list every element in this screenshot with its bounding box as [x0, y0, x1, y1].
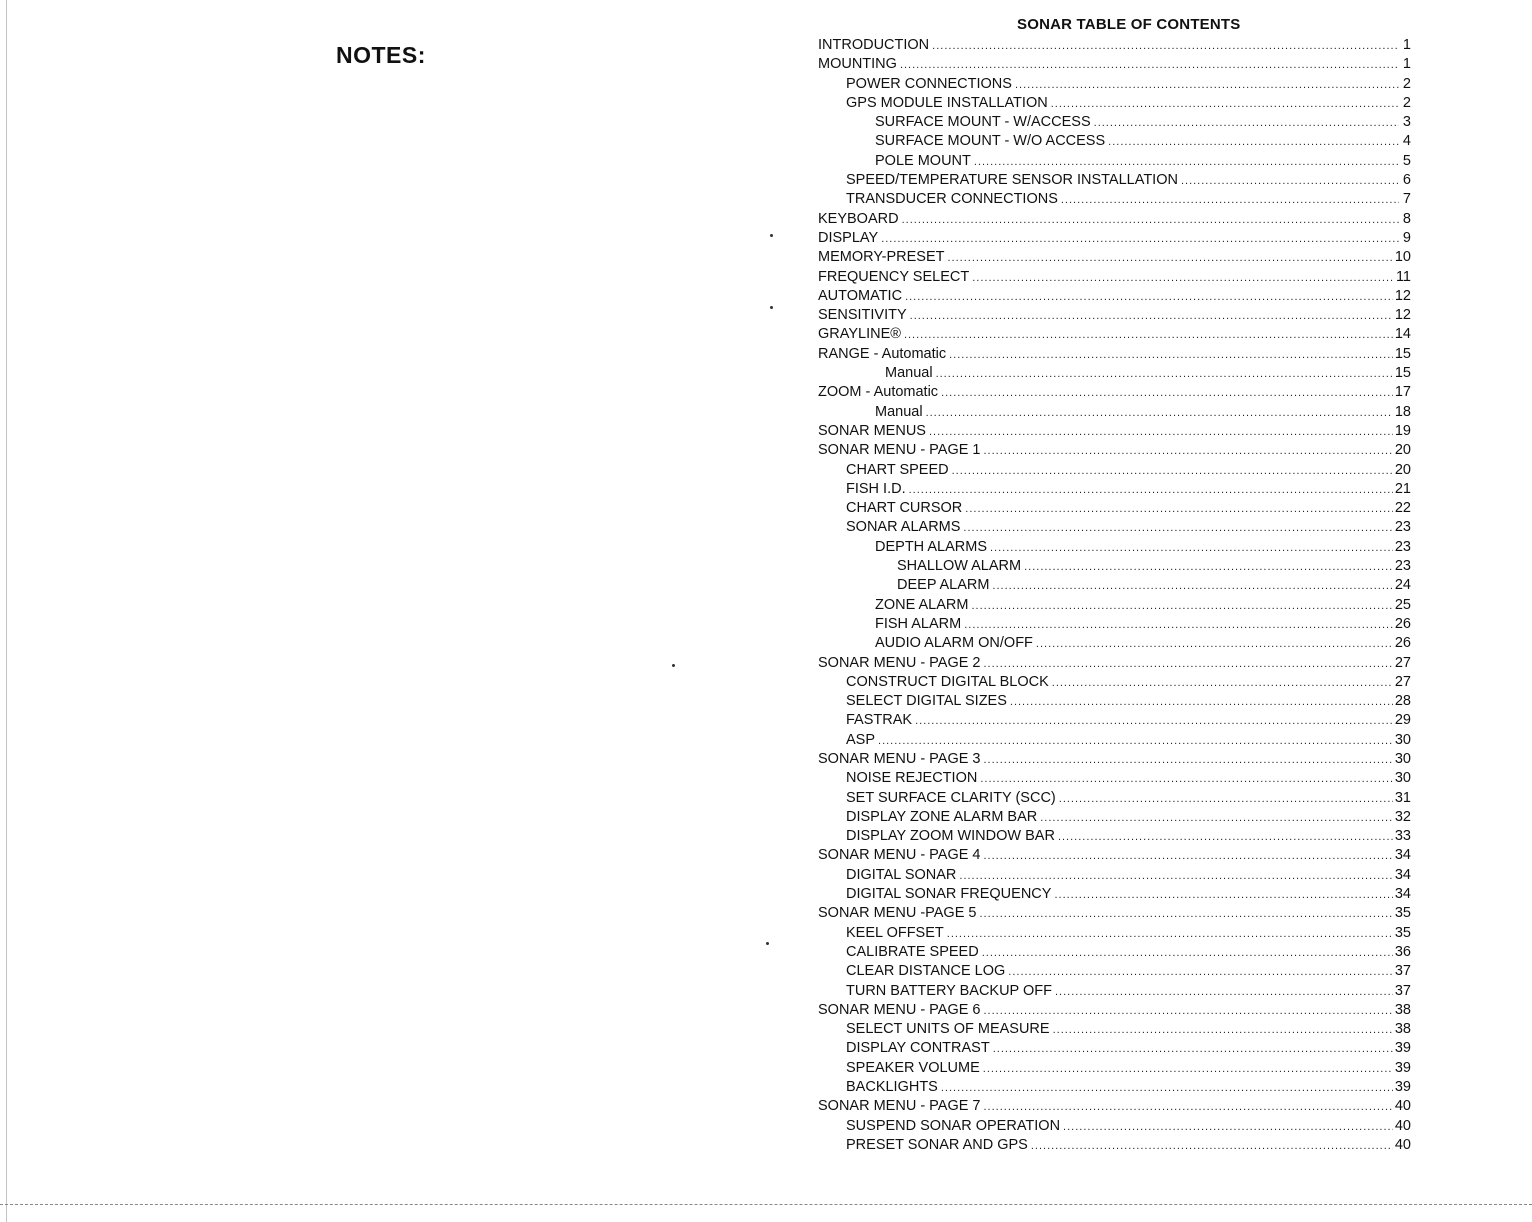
toc-entry-page: 40	[1394, 1136, 1411, 1153]
toc-leader-dots	[1040, 809, 1393, 827]
toc-entry-label: NOISE REJECTION	[846, 770, 978, 787]
toc-entry	[818, 480, 1411, 499]
toc-entry	[818, 692, 1411, 711]
toc-entry-page: 20	[1394, 442, 1411, 459]
toc-leader-dots	[1058, 828, 1393, 846]
toc-entry-page: 38	[1394, 1001, 1411, 1018]
toc-entry	[818, 654, 1411, 673]
toc-entry	[818, 924, 1411, 943]
toc-entry-label: FISH ALARM	[875, 615, 962, 632]
toc-leader-dots	[1051, 95, 1399, 113]
toc-entry-label: Manual	[875, 403, 923, 420]
toc-entry-label: FASTRAK	[846, 712, 913, 729]
toc-leader-dots	[982, 944, 1393, 962]
toc-entry	[818, 1020, 1411, 1039]
toc-entry	[818, 1097, 1411, 1116]
toc-entry-page: 26	[1394, 615, 1411, 632]
toc-leader-dots	[983, 1098, 1392, 1116]
toc-entry-page: 38	[1394, 1021, 1411, 1038]
scan-speck	[770, 306, 773, 309]
toc-entry-label: MEMORY-PRESET	[818, 249, 945, 266]
toc-entry-page: 15	[1394, 345, 1411, 362]
toc-entry	[818, 827, 1411, 846]
left-edge-scan-line	[6, 0, 7, 1222]
toc-entry-label: FREQUENCY SELECT	[818, 268, 970, 285]
toc-entry-label: CONSTRUCT DIGITAL BLOCK	[846, 673, 1049, 690]
toc-entry	[818, 615, 1411, 634]
toc-entry	[818, 364, 1411, 383]
scan-speck	[770, 234, 773, 237]
toc-entry	[818, 808, 1411, 827]
toc-entry-label: DEEP ALARM	[897, 577, 990, 594]
toc-leader-dots	[1053, 1021, 1393, 1039]
toc-entry-page: 9	[1402, 229, 1411, 246]
toc-entry-label: GRAYLINE®	[818, 326, 901, 343]
toc-leader-dots	[941, 384, 1393, 402]
toc-entry-label: SONAR MENUS	[818, 422, 926, 439]
toc-leader-dots	[915, 712, 1393, 730]
toc-entry	[818, 210, 1411, 229]
toc-entry	[818, 248, 1411, 267]
notes-title: NOTES:	[336, 42, 426, 68]
toc-entry-page: 8	[1402, 210, 1411, 227]
toc-entry-label: CHART CURSOR	[846, 500, 963, 517]
toc-entry-label: KEYBOARD	[818, 210, 899, 227]
toc-entry	[818, 1136, 1411, 1155]
toc-entry	[818, 518, 1411, 537]
toc-entry-label: KEEL OFFSET	[846, 924, 944, 941]
toc-leader-dots	[909, 481, 1393, 499]
toc-entry-page: 25	[1394, 596, 1411, 613]
toc-entry	[818, 75, 1411, 94]
toc-entry	[818, 152, 1411, 171]
toc-leader-dots	[983, 442, 1392, 460]
toc-leader-dots	[983, 1002, 1392, 1020]
toc-entry-page: 1	[1402, 56, 1411, 73]
toc-entry	[818, 461, 1411, 480]
toc-entry-page: 37	[1394, 982, 1411, 999]
toc-entry-page: 29	[1394, 712, 1411, 729]
toc-entry-label: SELECT UNITS OF MEASURE	[846, 1021, 1050, 1038]
toc-leader-dots	[910, 307, 1393, 325]
toc-entry-label: DEPTH ALARMS	[875, 538, 987, 555]
toc-entry-page: 24	[1394, 577, 1411, 594]
toc-leader-dots	[1055, 983, 1393, 1001]
toc-entry-page: 36	[1394, 943, 1411, 960]
toc-leader-dots	[959, 867, 1392, 885]
toc-entry	[818, 345, 1411, 364]
toc-leader-dots	[929, 423, 1393, 441]
toc-entry	[818, 557, 1411, 576]
toc-entry-page: 15	[1394, 365, 1411, 382]
toc-entry-page: 39	[1394, 1079, 1411, 1096]
page-bottom-scan-line	[0, 1204, 1532, 1205]
toc-entry	[818, 268, 1411, 287]
toc-entry-page: 30	[1394, 750, 1411, 767]
toc-leader-dots	[983, 847, 1392, 865]
toc-entry-label: SET SURFACE CLARITY (SCC)	[846, 789, 1056, 806]
toc-leader-dots	[992, 577, 1392, 595]
toc-list	[818, 36, 1411, 1155]
toc-entry-page: 18	[1394, 403, 1411, 420]
toc-entry	[818, 94, 1411, 113]
toc-entry	[818, 132, 1411, 151]
toc-leader-dots	[905, 288, 1393, 306]
toc-leader-dots	[881, 230, 1399, 248]
toc-entry	[818, 962, 1411, 981]
toc-entry	[818, 171, 1411, 190]
toc-entry	[818, 383, 1411, 402]
toc-entry-page: 21	[1394, 480, 1411, 497]
toc-entry-label: SELECT DIGITAL SIZES	[846, 693, 1007, 710]
toc-entry	[818, 576, 1411, 595]
toc-entry-page: 5	[1402, 152, 1411, 169]
toc-entry-page: 34	[1394, 886, 1411, 903]
toc-leader-dots	[964, 616, 1393, 634]
scan-speck	[766, 942, 769, 945]
toc-leader-dots	[900, 56, 1399, 74]
toc-entry-page: 7	[1402, 191, 1411, 208]
toc-entry-page: 26	[1394, 635, 1411, 652]
toc-leader-dots	[963, 519, 1392, 537]
toc-entry	[818, 943, 1411, 962]
toc-entry-label: SURFACE MOUNT - W/O ACCESS	[875, 133, 1106, 150]
toc-entry	[818, 731, 1411, 750]
toc-entry-page: 20	[1394, 461, 1411, 478]
toc-entry	[818, 1001, 1411, 1020]
toc-entry-label: SONAR MENU -PAGE 5	[818, 905, 977, 922]
toc-entry	[818, 113, 1411, 132]
toc-entry-page: 10	[1394, 249, 1411, 266]
toc-leader-dots	[926, 404, 1393, 422]
toc-entry	[818, 982, 1411, 1001]
toc-entry-label: SONAR MENU - PAGE 2	[818, 654, 981, 671]
toc-entry-label: SPEED/TEMPERATURE SENSOR INSTALLATION	[846, 172, 1178, 189]
toc-entry-page: 33	[1394, 828, 1411, 845]
toc-leader-dots	[993, 1040, 1393, 1058]
toc-entry	[818, 769, 1411, 788]
toc-leader-dots	[932, 37, 1399, 55]
toc-leader-dots	[1031, 1137, 1393, 1155]
toc-entry	[818, 422, 1411, 441]
toc-entry	[818, 499, 1411, 518]
toc-entry	[818, 229, 1411, 248]
toc-entry	[818, 287, 1411, 306]
toc-entry	[818, 36, 1411, 55]
toc-leader-dots	[1061, 191, 1399, 209]
toc-entry-page: 2	[1402, 94, 1411, 111]
toc-entry	[818, 711, 1411, 730]
toc-entry	[818, 538, 1411, 557]
toc-entry-label: TURN BATTERY BACKUP OFF	[846, 982, 1052, 999]
toc-entry	[818, 904, 1411, 923]
toc-entry-page: 32	[1394, 808, 1411, 825]
toc-entry-label: POWER CONNECTIONS	[846, 75, 1012, 92]
toc-entry-label: SUSPEND SONAR OPERATION	[846, 1117, 1061, 1134]
toc-entry	[818, 1117, 1411, 1136]
toc-leader-dots	[1010, 693, 1393, 711]
toc-leader-dots	[904, 326, 1393, 344]
toc-entry-page: 19	[1394, 422, 1411, 439]
toc-entry-page: 28	[1394, 693, 1411, 710]
toc-leader-dots	[1054, 886, 1392, 904]
toc-entry-label: BACKLIGHTS	[846, 1079, 938, 1096]
toc-title: SONAR TABLE OF CONTENTS	[1017, 16, 1241, 33]
toc-entry-label: ZOOM - Automatic	[818, 384, 939, 401]
toc-leader-dots	[948, 249, 1393, 267]
toc-entry-label: CLEAR DISTANCE LOG	[846, 963, 1006, 980]
toc-entry-page: 30	[1394, 731, 1411, 748]
toc-entry-page: 40	[1394, 1117, 1411, 1134]
toc-entry-label: AUTOMATIC	[818, 287, 903, 304]
toc-entry-page: 39	[1394, 1059, 1411, 1076]
toc-entry-page: 17	[1394, 384, 1411, 401]
toc-leader-dots	[983, 1060, 1393, 1078]
toc-leader-dots	[1052, 674, 1393, 692]
toc-entry-label: SURFACE MOUNT - W/ACCESS	[875, 114, 1091, 131]
toc-entry-label: RANGE - Automatic	[818, 345, 947, 362]
toc-entry	[818, 789, 1411, 808]
toc-entry-page: 27	[1394, 673, 1411, 690]
toc-entry-label: CHART SPEED	[846, 461, 949, 478]
toc-leader-dots	[949, 346, 1393, 364]
toc-entry-label: PRESET SONAR AND GPS	[846, 1136, 1028, 1153]
toc-entry	[818, 190, 1411, 209]
toc-entry-page: 27	[1394, 654, 1411, 671]
toc-entry-page: 39	[1394, 1040, 1411, 1057]
toc-leader-dots	[952, 462, 1393, 480]
toc-entry-label: DIGITAL SONAR	[846, 866, 957, 883]
toc-entry	[818, 325, 1411, 344]
toc-entry-label: DISPLAY ZOOM WINDOW BAR	[846, 828, 1055, 845]
toc-entry-page: 2	[1402, 75, 1411, 92]
toc-entry-label: DISPLAY	[818, 229, 879, 246]
toc-entry-page: 30	[1394, 770, 1411, 787]
toc-entry-page: 23	[1394, 558, 1411, 575]
toc-entry-label: INTRODUCTION	[818, 37, 930, 53]
toc-entry-label: DIGITAL SONAR FREQUENCY	[846, 886, 1052, 903]
toc-entry-page: 34	[1394, 866, 1411, 883]
toc-entry-label: TRANSDUCER CONNECTIONS	[846, 191, 1058, 208]
toc-entry-page: 12	[1394, 307, 1411, 324]
toc-entry-label: SPEAKER VOLUME	[846, 1059, 980, 1076]
toc-entry-label: SHALLOW ALARM	[897, 558, 1022, 575]
toc-entry-page: 31	[1394, 789, 1411, 806]
toc-leader-dots	[1024, 558, 1393, 576]
toc-leader-dots	[965, 500, 1393, 518]
toc-leader-dots	[1059, 790, 1393, 808]
toc-entry-label: CALIBRATE SPEED	[846, 943, 979, 960]
toc-entry-page: 11	[1395, 268, 1411, 285]
toc-leader-dots	[1108, 133, 1399, 151]
toc-leader-dots	[1015, 76, 1399, 94]
toc-entry-label: SENSITIVITY	[818, 307, 907, 324]
toc-entry-page: 3	[1402, 114, 1411, 131]
toc-entry-page: 35	[1394, 924, 1411, 941]
toc-entry-label: SONAR ALARMS	[846, 519, 961, 536]
toc-entry-page: 37	[1394, 963, 1411, 980]
toc-leader-dots	[990, 539, 1393, 557]
toc-entry-label: GPS MODULE INSTALLATION	[846, 94, 1048, 111]
toc-entry-page: 34	[1394, 847, 1411, 864]
toc-entry	[818, 866, 1411, 885]
toc-entry	[818, 1059, 1411, 1078]
toc-entry-page: 12	[1394, 287, 1411, 304]
toc-leader-dots	[1008, 963, 1393, 981]
scan-speck	[672, 664, 675, 667]
toc-entry	[818, 885, 1411, 904]
toc-entry-label: SONAR MENU - PAGE 7	[818, 1098, 981, 1115]
toc-leader-dots	[980, 770, 1393, 788]
toc-entry-label: DISPLAY CONTRAST	[846, 1040, 990, 1057]
toc-leader-dots	[936, 365, 1393, 383]
toc-entry-label: SONAR MENU - PAGE 1	[818, 442, 981, 459]
toc-leader-dots	[979, 905, 1392, 923]
toc-entry-page: 4	[1402, 133, 1411, 150]
toc-entry-label: SONAR MENU - PAGE 6	[818, 1001, 981, 1018]
toc-leader-dots	[1094, 114, 1399, 132]
toc-leader-dots	[1036, 635, 1393, 653]
toc-entry-label: ZONE ALARM	[875, 596, 969, 613]
toc-entry-label: DISPLAY ZONE ALARM BAR	[846, 808, 1038, 825]
toc-entry	[818, 846, 1411, 865]
toc-entry	[818, 306, 1411, 325]
toc-leader-dots	[974, 153, 1399, 171]
toc-entry	[818, 596, 1411, 615]
toc-leader-dots	[1181, 172, 1399, 190]
toc-entry-page: 22	[1394, 500, 1411, 517]
toc-entry	[818, 634, 1411, 653]
toc-entry-label: Manual	[885, 365, 933, 382]
toc-entry-page: 35	[1394, 905, 1411, 922]
toc-entry	[818, 441, 1411, 460]
toc-leader-dots	[971, 597, 1392, 615]
toc-entry-label: FISH I.D.	[846, 480, 906, 497]
toc-entry	[818, 403, 1411, 422]
toc-entry-page: 23	[1394, 519, 1411, 536]
toc-entry	[818, 55, 1411, 74]
toc-leader-dots	[983, 751, 1392, 769]
toc-entry-label: MOUNTING	[818, 56, 897, 73]
toc-entry-page: 6	[1402, 172, 1411, 189]
toc-entry-page: 40	[1394, 1098, 1411, 1115]
toc-entry	[818, 1039, 1411, 1058]
toc-entry	[818, 673, 1411, 692]
toc-entry-page: 14	[1394, 326, 1411, 343]
toc-entry-label: ASP	[846, 731, 876, 748]
toc-leader-dots	[941, 1079, 1393, 1097]
toc-entry-label: SONAR MENU - PAGE 4	[818, 847, 981, 864]
toc-leader-dots	[878, 732, 1393, 750]
toc-leader-dots	[972, 269, 1394, 287]
toc-entry-label: AUDIO ALARM ON/OFF	[875, 635, 1033, 652]
toc-entry-label: POLE MOUNT	[875, 152, 971, 169]
toc-entry-page: 1	[1402, 37, 1411, 53]
toc-entry	[818, 1078, 1411, 1097]
toc-leader-dots	[1063, 1118, 1393, 1136]
toc-entry-label: SONAR MENU - PAGE 3	[818, 750, 981, 767]
toc-entry-page: 23	[1394, 538, 1411, 555]
toc-leader-dots	[947, 925, 1393, 943]
toc-entry	[818, 750, 1411, 769]
toc-leader-dots	[902, 211, 1399, 229]
toc-leader-dots	[983, 655, 1392, 673]
